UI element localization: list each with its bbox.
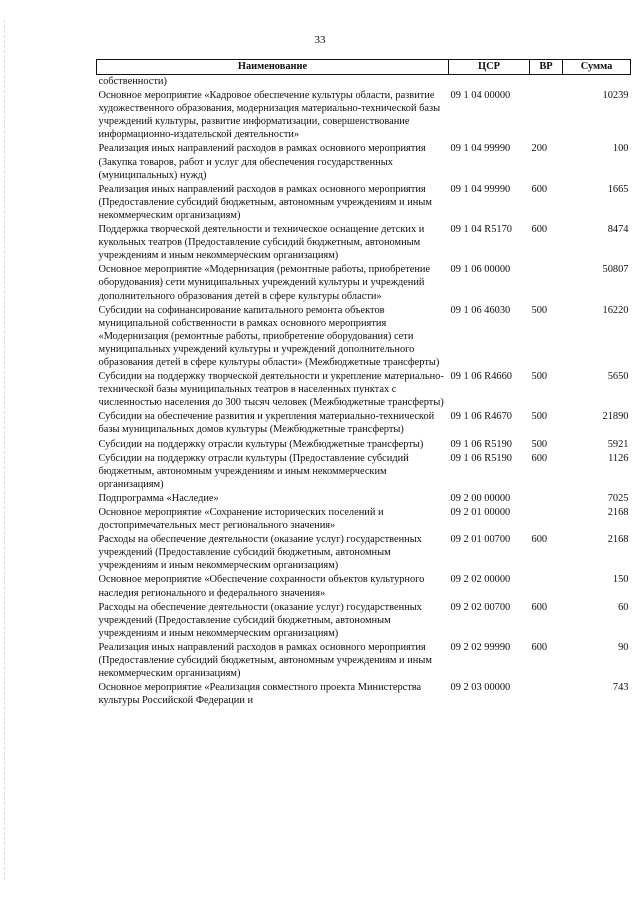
cell-vr: 600 [531, 452, 548, 464]
cell-sum: 10239 [602, 90, 629, 102]
cell-sum: 150 [612, 574, 629, 586]
cell-sum: 21890 [602, 411, 629, 423]
cell-sum: 50807 [602, 264, 629, 276]
table-row [97, 572, 631, 599]
cell-csr: 09 2 01 00700 [450, 534, 511, 546]
cell-vr: 600 [531, 534, 548, 546]
cell-vr: 600 [531, 601, 548, 613]
table-row [97, 437, 631, 451]
cell-sum: 7025 [607, 492, 629, 504]
cell-sum [563, 75, 631, 89]
cell-vr: 500 [531, 438, 548, 450]
cell-sum: 1665 [607, 183, 629, 195]
cell-vr: 200 [531, 143, 548, 155]
cell-vr: 600 [531, 224, 548, 236]
table-row [97, 491, 631, 505]
cell-name: Подпрограмма «Наследие» [98, 492, 219, 504]
cell-name: Основное мероприятие «Обеспечение сохранности объектов культурного наследия регионального и федерального значения» [98, 574, 425, 599]
cell-vr [530, 88, 563, 141]
cell-name: Субсидии на софинансирование капитального ремонта объектов муниципальной собственности в рамках основного мероприятия «Модернизация (ремонтные работы, приобретение оборудования) сети муниципальных учреждений культуры и учреждений дополнительного образования детей в сфере культуры области» (Межбюджетные трансферты) [98, 304, 440, 368]
table-row [97, 182, 631, 222]
cell-name: Субсидии на поддержку отрасли культуры (Межбюджетные трансферты) [98, 438, 424, 450]
cell-csr: 09 1 06 R5190 [450, 452, 512, 464]
header-sum: Сумма [563, 60, 631, 75]
cell-sum: 743 [612, 682, 629, 694]
table-row [97, 88, 631, 141]
cell-csr: 09 1 06 R5190 [450, 438, 512, 450]
cell-name: Поддержка творческой деятельности и техническое оснащение детских и кукольных театров (Предоставление субсидий бюджетным, автономным учреждениям и иным некоммерческим организациям) [98, 224, 425, 262]
cell-vr: 500 [531, 304, 548, 316]
header-vr: ВР [530, 60, 563, 75]
table-row [97, 409, 631, 436]
cell-vr [530, 572, 563, 599]
header-name: Наименование [97, 60, 449, 75]
cell-csr: 09 1 06 R4660 [450, 371, 512, 383]
cell-name: Субсидии на обеспечение развития и укрепления материально-технической базы муниципальных домов культуры (Межбюджетные трансферты) [98, 411, 435, 436]
cell-csr: 09 2 02 00000 [450, 574, 511, 586]
cell-vr [530, 75, 563, 89]
table-row [97, 600, 631, 640]
budget-table [96, 59, 631, 707]
cell-sum: 90 [618, 641, 629, 653]
table-row [97, 369, 631, 409]
cell-name: Расходы на обеспечение деятельности (оказание услуг) государственных учреждений (Предоставление субсидий бюджетным, автономным учреждениям и иным некоммерческим организациям) [98, 601, 422, 639]
cell-name: Реализация иных направлений расходов в рамках основного мероприятия (Предоставление субсидий бюджетным, автономным учреждениям и иным некоммерческим организациям) [98, 183, 432, 221]
cell-csr: 09 1 06 46030 [450, 304, 511, 316]
page-number: 33 [314, 34, 326, 46]
cell-vr: 500 [531, 371, 548, 383]
table-row [97, 532, 631, 572]
cell-sum: 60 [618, 601, 629, 613]
cell-name: Субсидии на поддержку отрасли культуры (Предоставление субсидий бюджетным, автономным учреждениям и иным некоммерческим организациям) [98, 452, 409, 490]
cell-csr: 09 2 02 99990 [450, 641, 511, 653]
cell-csr: 09 1 04 R5170 [450, 224, 512, 236]
cell-sum: 2168 [607, 507, 629, 518]
cell-vr [530, 505, 563, 532]
cell-sum: 2168 [607, 534, 629, 546]
cell-name: Реализация иных направлений расходов в рамках основного мероприятия (Предоставление субсидий бюджетным, автономным учреждениям и иным некоммерческим организациям) [98, 641, 432, 680]
table-body [97, 75, 631, 708]
cell-csr: 09 2 01 00000 [450, 507, 511, 518]
cell-csr: 09 1 06 R4670 [450, 411, 512, 423]
cell-sum: 5921 [607, 438, 629, 450]
cell-csr: 09 2 00 00000 [450, 492, 511, 504]
cell-name: Основное мероприятие «Реализация совместного проекта Министерства культуры Российской Федерации и [98, 682, 422, 707]
cell-sum: 8474 [607, 224, 629, 236]
table-row [97, 451, 631, 491]
table-row [97, 262, 631, 302]
table-row [97, 680, 631, 707]
scan-edge [4, 20, 6, 880]
cell-csr: 09 1 04 00000 [450, 90, 511, 102]
table-row [97, 640, 631, 680]
cell-name: собственности) [98, 76, 167, 87]
cell-csr [449, 75, 530, 89]
cell-csr: 09 2 03 00000 [450, 682, 511, 694]
cell-sum: 5650 [607, 371, 629, 383]
cell-csr: 09 1 04 99990 [450, 143, 511, 155]
cell-name: Реализация иных направлений расходов в рамках основного мероприятия (Закупка товаров, работ и услуг для обеспечения государственных (муниципальных) нужд) [98, 143, 426, 181]
cell-name: Расходы на обеспечение деятельности (оказание услуг) государственных учреждений (Предоставление субсидий бюджетным, автономным учреждениям и иным некоммерческим организациям) [98, 534, 422, 572]
cell-sum: 100 [612, 143, 629, 155]
cell-name: Основное мероприятие «Кадровое обеспечение культуры области, развитие художественного образования, модернизация материально-технической базы учреждений культуры, развитие информатизации, совершенствование информационно-издательской деятельности» [98, 90, 441, 141]
cell-sum: 16220 [602, 304, 629, 316]
table-row [97, 222, 631, 262]
table-row [97, 505, 631, 532]
table-header-row [97, 60, 631, 75]
table-row [97, 303, 631, 369]
cell-name: Основное мероприятие «Модернизация (ремонтные работы, приобретение оборудования) сети муниципальных учреждений культуры и учреждений дополнительного образования детей в сфере культуры области» [98, 264, 431, 302]
cell-name: Основное мероприятие «Сохранение исторических поселений и достопримечательных мест регионального значения» [98, 507, 384, 532]
table-row [97, 141, 631, 181]
cell-vr: 600 [531, 641, 548, 653]
cell-csr: 09 1 06 00000 [450, 264, 511, 276]
cell-csr: 09 2 02 00700 [450, 601, 511, 613]
cell-sum: 1126 [608, 452, 629, 464]
cell-name: Субсидии на поддержку творческой деятельности и укрепление материально-технической базы муниципальных театров в населенных пунктах с численностью населения до 300 тысяч человек (Межбюджетные трансферты) [98, 371, 444, 409]
cell-vr: 600 [531, 183, 548, 195]
cell-vr [530, 680, 563, 707]
header-csr: ЦСР [449, 60, 530, 75]
cell-vr [530, 262, 563, 302]
cell-vr [530, 491, 563, 505]
table-row [97, 75, 631, 89]
cell-csr: 09 1 04 99990 [450, 183, 511, 195]
cell-vr: 500 [531, 411, 548, 423]
